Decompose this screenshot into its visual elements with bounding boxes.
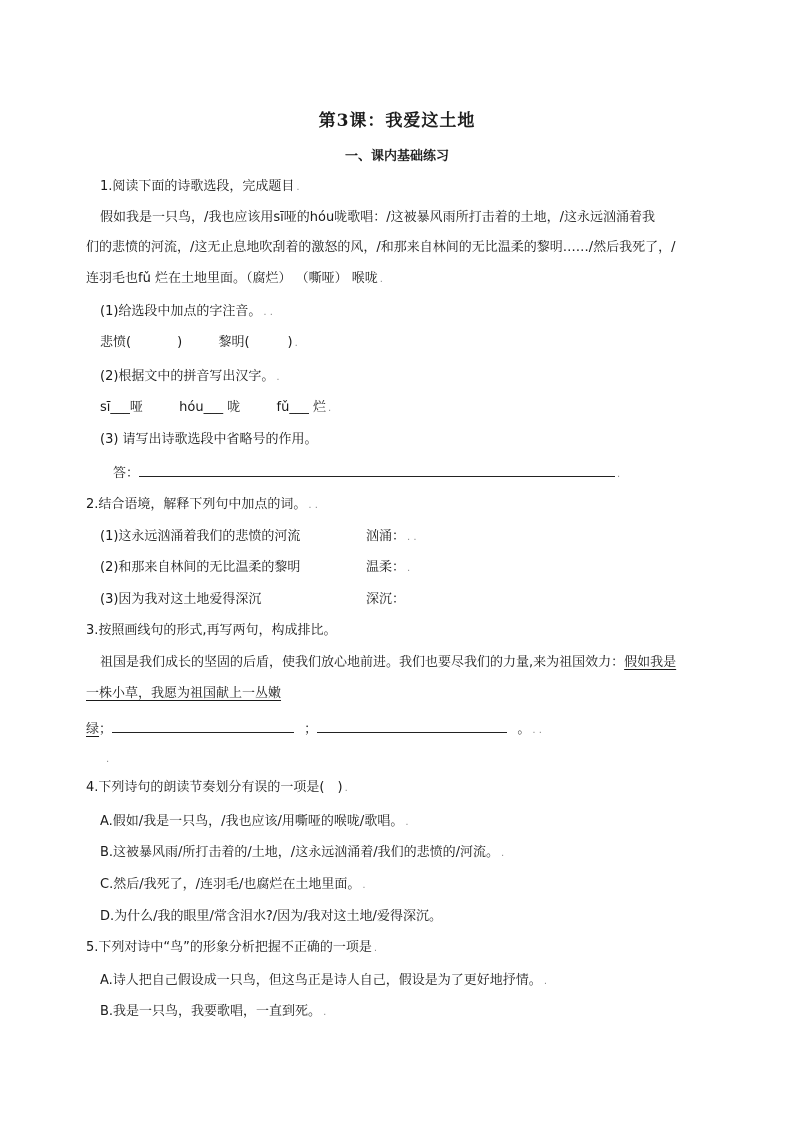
q4-option-b: B.这被暴风雨/所打击着的/土地，/这永远汹涌着/我们的悲愤的/河流。 . <box>100 845 505 860</box>
q4-option-c: C.然后/我死了，/连羽毛/也腐烂在土地里面。 . <box>100 877 366 892</box>
q1-sub2-items: sī___哑 hóu___ 咙 fǔ___ 烂 . <box>100 400 332 415</box>
q3-blank-1[interactable] <box>112 718 294 733</box>
q3-stem: 3.按照画线句的形式,再写两句，构成排比。 <box>86 623 337 638</box>
page-title: 第3课：我爱这土地 <box>318 111 476 131</box>
q1-sub2: (2)根据文中的拼音写出汉字。 . <box>100 369 280 384</box>
q3-blank-2[interactable] <box>317 718 507 733</box>
q1-poem-line-1: 假如我是一只鸟，/我也应该用sī哑的hóu咙歌唱：/这被暴风雨所打击着的土地，/这永远汹涌着我 <box>100 210 655 225</box>
q2-item-3: (3)因为我对这土地爱得深沉 深沉： <box>100 592 406 607</box>
q1-sub2-a: sī___哑 <box>100 400 143 415</box>
q3-text-line-2 <box>0 685 794 703</box>
q1-sub3: (3) 请写出诗歌选段中省略号的作用。 <box>100 432 318 447</box>
q1-answer-row: 答： . <box>0 462 794 484</box>
stray-mark: . <box>106 754 110 765</box>
q5-option-b: B.我是一只鸟，我要歌唱，一直到死。 . <box>100 1004 327 1019</box>
answer-line[interactable] <box>139 462 615 477</box>
underlined-sentence-part-1: 假如我是 <box>624 655 677 670</box>
q1-sub2-c: fǔ___ 烂 <box>276 400 326 415</box>
q3-text-line-1: 祖国是我们成长的坚固的后盾，使我们放心地前进。我们也要尽我们的力量,来为祖国效力：假如我是 <box>100 655 677 670</box>
q1-sub2-b: hóu___ 咙 <box>179 400 241 415</box>
answer-label: 答： <box>113 466 140 481</box>
underlined-sentence-part-2: 一株小草，我愿为祖国献上一丛嫩 <box>86 686 282 701</box>
q4-option-a: A.假如/我是一只鸟，/我也应该/用嘶哑的喉咙/歌唱。 . <box>100 814 409 829</box>
q5-stem: 5.下列对诗中“鸟”的形象分析把握不正确的一项是 . <box>86 940 378 955</box>
q4-option-d: D.为什么/我的眼里/常含泪水?/因为/我对这土地/爱得深沉。 <box>100 909 442 924</box>
q1-stem: 1.阅读下面的诗歌选段，完成题目 . <box>100 179 300 194</box>
q1-sub1-items: 悲愤( ) 黎明( ) . <box>100 335 298 350</box>
q5-option-a: A.诗人把自己假设成一只鸟，但这鸟正是诗人自己，假设是为了更好地抒情。 . <box>100 973 547 988</box>
q2-item-2: (2)和那来自林间的无比温柔的黎明 温柔： . <box>100 560 411 575</box>
q2-stem: 2.结合语境，解释下列句中加点的词。 . . <box>86 497 318 512</box>
q1-poem-line-3: 连羽毛也fǔ 烂在土地里面。（腐烂） （嘶哑） 喉咙 . <box>86 271 383 286</box>
q1-sub1-a: 悲愤( <box>100 335 132 350</box>
section-heading: 一、课内基础练习 <box>344 149 449 164</box>
q1-poem-line-2: 们的悲愤的河流，/这无止息地吹刮着的激怒的风，/和那来自林间的无比温柔的黎明……/然后我死了，/ <box>86 240 676 255</box>
q3-blanks-row: 绿； ； 。 . . <box>0 718 794 740</box>
q1-sub1-b: 黎明( <box>218 335 250 350</box>
q1-sub1: (1)给选段中加点的字注音。 . . <box>100 304 273 319</box>
q4-stem: 4.下列诗句的朗读节奏划分有误的一项是( ) . <box>86 780 348 795</box>
q2-item-1: (1)这永远汹涌着我们的悲愤的河流 汹涌： . . <box>100 529 417 544</box>
